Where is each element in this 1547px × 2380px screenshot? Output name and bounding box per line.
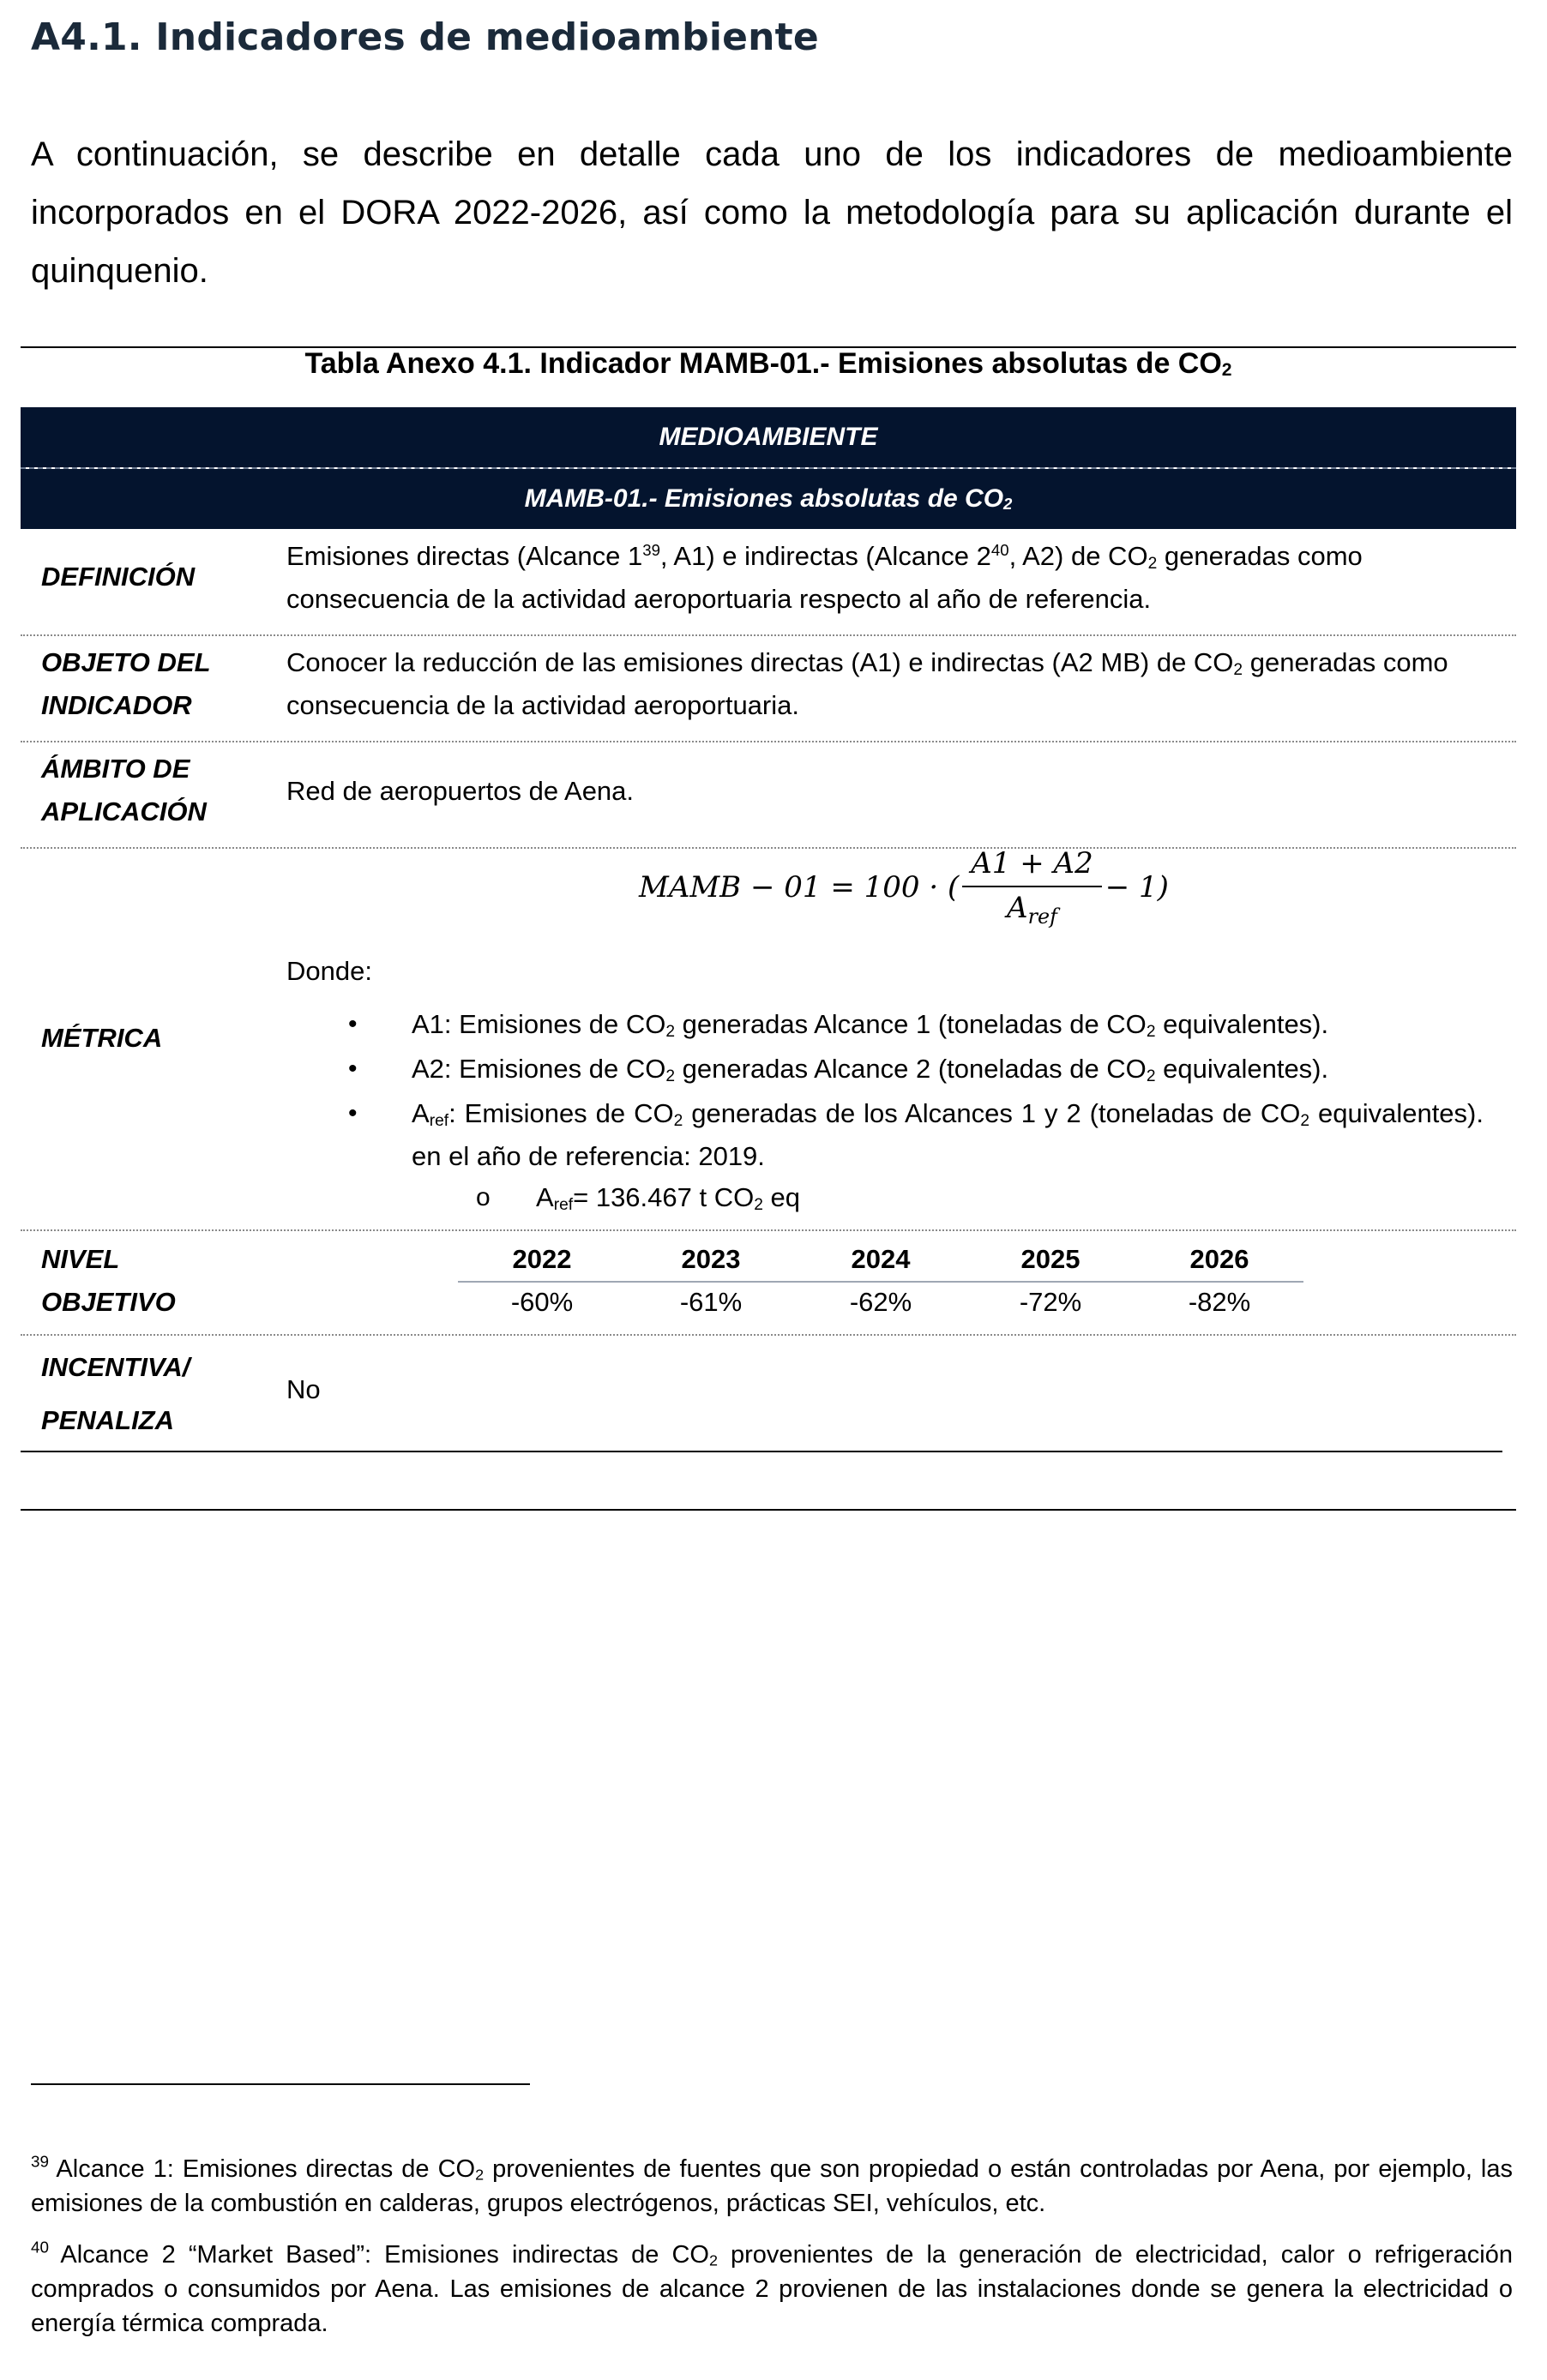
row-divider	[21, 741, 1516, 742]
b1-sub-2: 2	[1146, 1022, 1156, 1041]
footnote-40-part-a: Alcance 2 “Market Based”: Emisiones indirectas de CO	[48, 2241, 709, 2269]
target-value: -82%	[1188, 1287, 1251, 1317]
footnote-40-number: 40	[31, 2238, 49, 2257]
metric-bullet-a2	[412, 1048, 1484, 1091]
row-label-ambito-line1: ÁMBITO DE	[41, 754, 190, 784]
footnote-40-sub: 2	[708, 2251, 718, 2269]
b1-sub-1: 2	[665, 1022, 676, 1041]
formula-numerator: A1 + A2	[962, 846, 1101, 887]
target-year: 2024	[851, 1244, 911, 1274]
row-label-nivel	[41, 1238, 176, 1324]
b3-part-c: generadas de los Alcances 1 y 2 (toneladas de CO	[683, 1098, 1301, 1128]
target-value: -62%	[849, 1287, 912, 1317]
b3-sub-1: 2	[673, 1111, 683, 1130]
target-value: -60%	[510, 1287, 574, 1317]
b3-part-a: A	[412, 1098, 430, 1128]
indicator-band-label: MAMB-01.- Emisiones absolutas de CO	[524, 484, 1004, 513]
sb-part-b: = 136.467 t CO	[573, 1182, 755, 1212]
footnote-39	[31, 2152, 1513, 2221]
row-label-objeto-line2: INDICADOR	[41, 690, 192, 720]
definicion-part-1: Emisiones directas (Alcance 1	[286, 541, 643, 571]
b3-ref-sub: ref	[429, 1111, 449, 1130]
definicion-co2-sub: 2	[1147, 554, 1158, 573]
row-label-nivel-line1: NIVEL	[41, 1244, 120, 1274]
section-end-rule	[21, 1509, 1516, 1511]
footnote-39-part-a: Alcance 1: Emisiones directas de CO	[48, 2155, 476, 2183]
objeto-part-1: Conocer la reducción de las emisiones directas (A1) e indirectas (A2 MB) de CO	[286, 647, 1234, 677]
footnote-ref-40[interactable]: 40	[990, 540, 1009, 559]
sb-part-a: A	[536, 1182, 554, 1212]
row-label-incentiva-line2: PENALIZA	[41, 1405, 174, 1435]
footnote-40-part-b: provenientes de la generación de electricidad, calor o refrigeración comprados o consumidos por Aena. Las emisiones de alcance 2 provienen de las instalaciones donde se genera la electricidad o energía térmica comprada.	[31, 2241, 1513, 2337]
target-value: -72%	[1019, 1287, 1082, 1317]
formula-lhs: MAMB − 01 = 100 · (	[639, 870, 960, 905]
row-label-ambito-line2: APLICACIÓN	[41, 796, 207, 826]
definicion-part-2: , A1) e indirectas (Alcance 2	[659, 541, 991, 571]
sb-part-c: eq	[762, 1182, 801, 1212]
definicion-text	[286, 535, 1487, 621]
row-label-objeto	[41, 641, 211, 727]
table-caption	[21, 347, 1516, 381]
footnote-ref-39[interactable]: 39	[642, 540, 660, 559]
intro-paragraph: A continuación, se describe en detalle cada uno de los indicadores de medioambiente incorporados en el DORA 2022-2026, así como la metodología para su aplicación durante el quinquenio.	[31, 135, 1513, 290]
formula-den-base: A	[1007, 890, 1028, 925]
b2-part-b: generadas Alcance 2 (toneladas de CO	[675, 1054, 1147, 1084]
sb-sub: 2	[754, 1195, 763, 1214]
metric-bullet-a1	[412, 1003, 1484, 1046]
b2-part-c: equivalentes).	[1155, 1054, 1329, 1084]
table-caption-text: Tabla Anexo 4.1. Indicador MAMB-01.- Emisiones absolutas de CO	[304, 347, 1222, 380]
footnote-39-number: 39	[31, 2152, 49, 2171]
b3-part-d: equivalentes). en el año de referencia: 2019.	[412, 1098, 1484, 1171]
b1-part-b: generadas Alcance 1 (toneladas de CO	[675, 1009, 1147, 1039]
donde-label: Donde:	[286, 956, 372, 986]
footnote-separator	[31, 2083, 530, 2085]
row-label-incentiva	[41, 1341, 190, 1447]
metric-bullet-aref	[412, 1092, 1484, 1178]
indicator-band-sub: 2	[1003, 494, 1013, 513]
row-divider	[21, 634, 1516, 636]
row-label-metrica: MÉTRICA	[41, 1023, 163, 1053]
category-band	[21, 407, 1516, 467]
row-label-incentiva-line1: INCENTIVA/	[41, 1352, 190, 1382]
target-year: 2022	[512, 1244, 572, 1274]
ambito-text: Red de aeropuertos de Aena.	[286, 776, 635, 806]
b3-part-b: : Emisiones de CO	[448, 1098, 674, 1128]
section-title: A4.1. Indicadores de medioambiente	[31, 15, 819, 59]
bullet-marker: •	[348, 1010, 358, 1038]
b2-part-a: A2: Emisiones de CO	[412, 1054, 666, 1084]
definicion-part-4: generadas como consecuencia de la actividad aeroportuaria respecto al año de referencia.	[286, 541, 1363, 614]
target-year: 2026	[1189, 1244, 1249, 1274]
definicion-part-3: , A2) de CO	[1008, 541, 1148, 571]
footnote-39-sub: 2	[475, 2166, 485, 2184]
table-caption-sub: 2	[1221, 360, 1232, 381]
row-divider	[21, 1229, 1516, 1231]
row-divider	[21, 1334, 1516, 1336]
b2-sub-1: 2	[665, 1067, 676, 1085]
formula-fraction	[962, 846, 1101, 929]
formula-rhs: − 1)	[1105, 870, 1169, 905]
row-label-ambito	[41, 748, 207, 833]
objeto-part-2: generadas como consecuencia de la actividad aeroportuaria.	[286, 647, 1448, 720]
objeto-text	[286, 641, 1487, 727]
formula-denominator	[1007, 887, 1057, 929]
incentiva-text: No	[286, 1374, 321, 1404]
b3-sub-2: 2	[1300, 1111, 1310, 1130]
footnote-39-part-b: provenientes de fuentes que son propiedad o están controladas por Aena, por ejemplo, las emisiones de la combustión en calderas, grupos electrógenos, prácticas SEI, vehículos, etc.	[31, 2155, 1513, 2217]
target-year: 2023	[681, 1244, 741, 1274]
target-year: 2025	[1020, 1244, 1080, 1274]
objeto-co2-sub: 2	[1233, 660, 1243, 679]
footnote-40	[31, 2238, 1513, 2341]
row-label-definicion: DEFINICIÓN	[41, 562, 196, 592]
b1-part-a: A1: Emisiones de CO	[412, 1009, 666, 1039]
row-label-objeto-line1: OBJETO DEL	[41, 647, 211, 677]
table-bottom-rule	[21, 1451, 1502, 1452]
formula-den-sub: ref	[1027, 905, 1057, 929]
row-label-nivel-line2: OBJETIVO	[41, 1287, 176, 1317]
category-band-label: MEDIOAMBIENTE	[659, 423, 878, 451]
sub-bullet-marker: o	[476, 1183, 491, 1211]
sb-ref-sub: ref	[553, 1195, 574, 1214]
metric-formula	[639, 840, 1169, 935]
indicator-band	[21, 469, 1516, 529]
bullet-marker: •	[348, 1099, 358, 1127]
target-value: -61%	[679, 1287, 743, 1317]
b1-part-c: equivalentes).	[1155, 1009, 1329, 1039]
b2-sub-2: 2	[1146, 1067, 1156, 1085]
metric-sub-bullet-aref-value	[536, 1176, 800, 1219]
bullet-marker: •	[348, 1055, 358, 1083]
